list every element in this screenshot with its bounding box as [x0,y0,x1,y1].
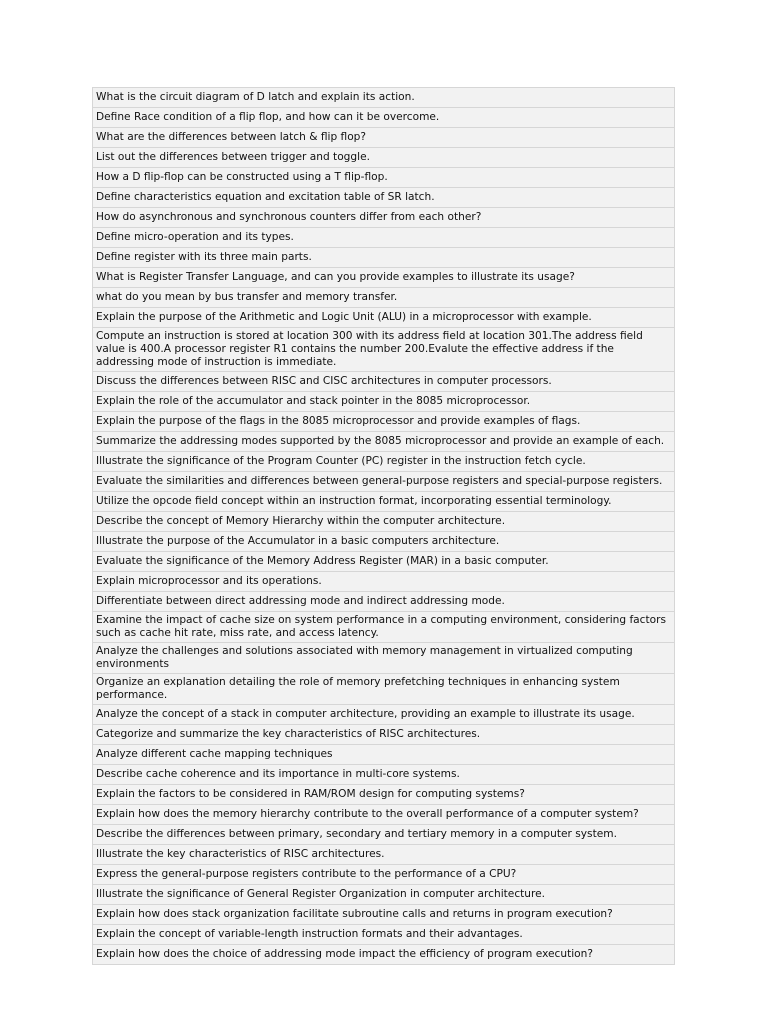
question-row [93,552,675,572]
question-row [93,572,675,592]
question-row [93,228,675,248]
question-text: Define characteristics equation and excitation table of SR latch. [93,188,675,208]
question-text: Define micro-operation and its types. [93,228,675,248]
question-row [93,592,675,612]
question-row [93,412,675,432]
question-text: Explain the role of the accumulator and stack pointer in the 8085 microprocessor. [93,392,675,412]
question-row [93,288,675,308]
questions-table [92,87,675,965]
question-text: What are the differences between latch & flip flop? [93,128,675,148]
question-text: Explain the purpose of the flags in the 8085 microprocessor and provide examples of flags. [93,412,675,432]
question-text: Explain how does stack organization facilitate subroutine calls and returns in program execution? [93,905,675,925]
question-row [93,88,675,108]
question-text: Evaluate the similarities and differences between general-purpose registers and special-purpose registers. [93,472,675,492]
question-text: what do you mean by bus transfer and memory transfer. [93,288,675,308]
question-row [93,268,675,288]
question-row [93,765,675,785]
question-text: Explain the concept of variable-length instruction formats and their advantages. [93,925,675,945]
question-text: Illustrate the significance of General Register Organization in computer architecture. [93,885,675,905]
question-row [93,328,675,372]
question-text: Summarize the addressing modes supported by the 8085 microprocessor and provide an example of each. [93,432,675,452]
question-row [93,745,675,765]
question-text: Describe the differences between primary, secondary and tertiary memory in a computer system. [93,825,675,845]
question-text: Categorize and summarize the key characteristics of RISC architectures. [93,725,675,745]
question-row [93,785,675,805]
question-text: Examine the impact of cache size on system performance in a computing environment, considering factors such as cache hit rate, miss rate, and access latency. [93,612,675,643]
question-row [93,492,675,512]
question-text: How a D flip-flop can be constructed using a T flip-flop. [93,168,675,188]
question-text: Illustrate the purpose of the Accumulator in a basic computers architecture. [93,532,675,552]
question-text: Explain how does the memory hierarchy contribute to the overall performance of a computer system? [93,805,675,825]
question-text: Utilize the opcode field concept within an instruction format, incorporating essential terminology. [93,492,675,512]
question-row [93,472,675,492]
question-row [93,945,675,965]
question-row [93,308,675,328]
questions-table-body [93,88,675,965]
question-row [93,725,675,745]
question-row [93,392,675,412]
question-row [93,108,675,128]
question-row [93,372,675,392]
question-row [93,168,675,188]
question-text: Analyze the challenges and solutions associated with memory management in virtualized computing environments [93,643,675,674]
question-row [93,865,675,885]
question-text: Differentiate between direct addressing mode and indirect addressing mode. [93,592,675,612]
question-row [93,885,675,905]
question-text: Explain the factors to be considered in RAM/ROM design for computing systems? [93,785,675,805]
question-text: Describe cache coherence and its importance in multi-core systems. [93,765,675,785]
question-text: How do asynchronous and synchronous counters differ from each other? [93,208,675,228]
question-text: Compute an instruction is stored at location 300 with its address field at location 301.The address field value is 400.A processor register R1 contains the number 200.Evalute the effective address if the addressing mode of instruction is immediate. [93,328,675,372]
question-row [93,188,675,208]
question-text: Define Race condition of a flip flop, and how can it be overcome. [93,108,675,128]
question-text: Describe the concept of Memory Hierarchy within the computer architecture. [93,512,675,532]
question-row [93,612,675,643]
question-text: What is the circuit diagram of D latch and explain its action. [93,88,675,108]
question-row [93,248,675,268]
question-row [93,845,675,865]
question-row [93,512,675,532]
question-row [93,825,675,845]
question-row [93,532,675,552]
question-row [93,925,675,945]
question-text: Illustrate the key characteristics of RISC architectures. [93,845,675,865]
question-text: Analyze different cache mapping techniques [93,745,675,765]
question-row [93,805,675,825]
question-row [93,643,675,674]
question-row [93,208,675,228]
question-row [93,705,675,725]
question-text: Express the general-purpose registers contribute to the performance of a CPU? [93,865,675,885]
question-row [93,452,675,472]
question-text: Explain the purpose of the Arithmetic and Logic Unit (ALU) in a microprocessor with example. [93,308,675,328]
question-text: Analyze the concept of a stack in computer architecture, providing an example to illustrate its usage. [93,705,675,725]
question-text: Organize an explanation detailing the role of memory prefetching techniques in enhancing system performance. [93,674,675,705]
question-text: Evaluate the significance of the Memory Address Register (MAR) in a basic computer. [93,552,675,572]
question-text: Illustrate the significance of the Program Counter (PC) register in the instruction fetch cycle. [93,452,675,472]
question-row [93,128,675,148]
question-row [93,148,675,168]
question-text: What is Register Transfer Language, and can you provide examples to illustrate its usage? [93,268,675,288]
question-text: List out the differences between trigger and toggle. [93,148,675,168]
question-row [93,674,675,705]
question-row [93,905,675,925]
question-text: Define register with its three main parts. [93,248,675,268]
question-text: Explain how does the choice of addressing mode impact the efficiency of program execution? [93,945,675,965]
question-row [93,432,675,452]
question-text: Discuss the differences between RISC and CISC architectures in computer processors. [93,372,675,392]
question-text: Explain microprocessor and its operations. [93,572,675,592]
